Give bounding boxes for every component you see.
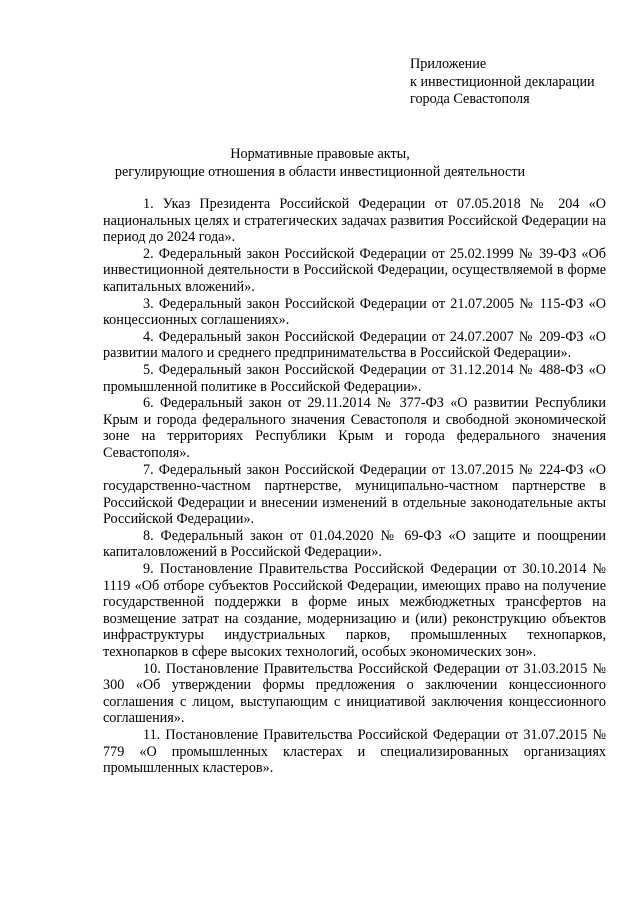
appendix-header [410,56,620,109]
list-item: 7. Федеральный закон Российской Федерации от 13.07.2015 № 224-ФЗ «О государственно-частном партнерстве, муниципально-частном партнерстве в Российской Федерации и внесении изменений в отдельные законодательные акты Российской Федерации». [103,461,606,528]
appendix-line: к инвестиционной декларации [410,73,595,90]
list-item: 9. Постановление Правительства Российской Федерации от 30.10.2014 № 1119 «Об отборе субъектов Российской Федерации, имеющих право на получение государственной поддержки в форме иных межбюджетных трансфертов на возмещение затрат на создание, модернизацию и (или) реконструкцию объектов инфраструктуры индустриальных парков, промышленных технопарков, технопарков в сфере высоких технологий, особых экономических зон». [103,561,606,661]
document-title [90,146,550,181]
list-item: 2. Федеральный закон Российской Федерации от 25.02.1999 № 39-ФЗ «Об инвестиционной деятельности в Российской Федерации, осуществляемой в форме капитальных вложений». [103,245,606,295]
legal-acts-list [103,196,606,777]
appendix-line: Приложение [410,56,487,72]
list-item: 8. Федеральный закон от 01.04.2020 № 69-ФЗ «О защите и поощрении капиталовложений в Российской Федерации». [103,527,606,561]
title-line: Нормативные правовые акты, [230,146,410,162]
list-item: 3. Федеральный закон Российской Федерации от 21.07.2005 № 115-ФЗ «О концессионных соглашениях». [103,295,606,329]
list-item: 1. Указ Президента Российской Федерации от 07.05.2018 № 204 «О национальных целях и стратегических задачах развития Российской Федерации на период до 2024 года». [103,196,606,246]
list-item: 11. Постановление Правительства Российской Федерации от 31.07.2015 № 779 «О промышленных кластерах и специализированных организациях промышленных кластеров». [103,727,606,777]
list-item: 6. Федеральный закон от 29.11.2014 № 377-ФЗ «О развитии Республики Крым и города федерального значения Севастополя и свободной экономической зоне на территориях Республики Крым и города федерального значения Севастополя». [103,395,606,461]
list-item: 10. Постановление Правительства Российской Федерации от 31.03.2015 № 300 «Об утверждении формы предложения о заключении концессионного соглашения с лицом, выступающим с инициативой заключения концессионного соглашения». [103,660,606,727]
appendix-line: города Севастополя [410,91,530,107]
list-item: 5. Федеральный закон Российской Федерации от 31.12.2014 № 488-ФЗ «О промышленной политике в Российской Федерации». [103,361,606,395]
title-line: регулирующие отношения в области инвестиционной деятельности [114,163,526,180]
list-item: 4. Федеральный закон Российской Федерации от 24.07.2007 № 209-ФЗ «О развитии малого и среднего предпринимательства в Российской Федерации». [103,328,606,362]
